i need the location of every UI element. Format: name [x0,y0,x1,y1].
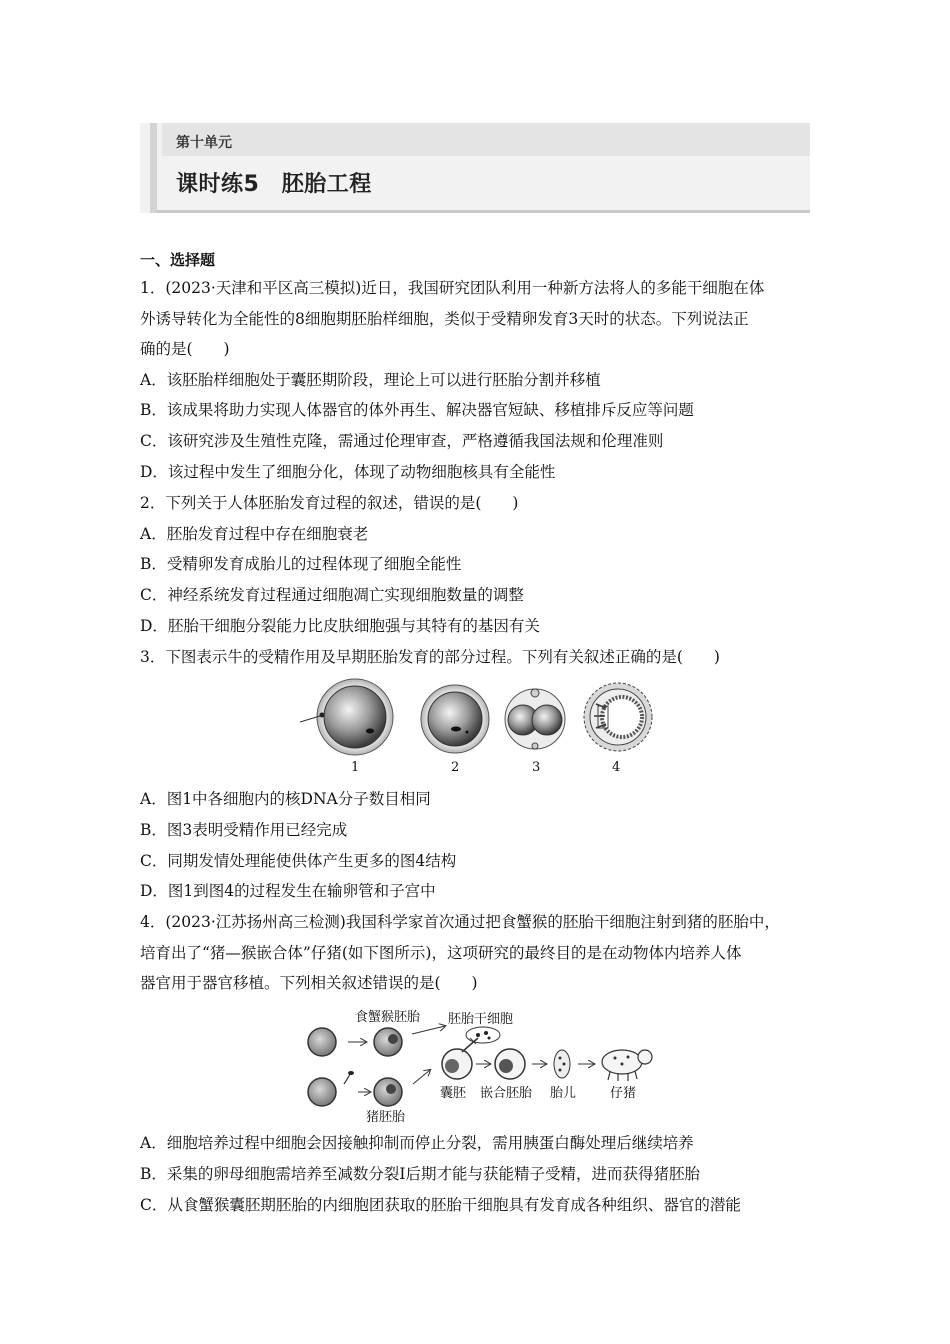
unit-label: 第十单元 [176,135,232,151]
fig1-caption-3: 3 [532,760,541,775]
q3-option-a: A．图1中各细胞内的核DNA分子数目相同 [140,790,431,808]
stage-4-blastocyst [584,683,652,751]
q3-option-c: C．同期发情处理能使供体产生更多的图4结构 [140,852,457,870]
stage-2-zygote [421,685,489,753]
q1-stem-line-3: 确的是( ) [140,340,230,358]
header-accent-bar [150,123,157,213]
fig1-caption-1: 1 [351,760,360,775]
q1-option-a: A．该胚胎样细胞处于囊胚期阶段，理论上可以进行胚胎分割并移植 [140,371,601,389]
label-piglet: 仔猪 [610,1086,637,1101]
label-monkey-embryo: 食蟹猴胚胎 [355,1010,421,1025]
q1-stem-line-2: 外诱导转化为全能性的8细胞期胚胎样细胞，类似于受精卵发育3天时的状态。下列说法正 [140,310,749,328]
q1-stem-line-1: 1．(2023·天津和平区高三模拟)近日，我国研究团队利用一种新方法将人的多能干细胞在体 [140,279,765,297]
label-chimera-embryo: 嵌合胚胎 [480,1086,533,1101]
section-heading: 一、选择题 [140,251,216,269]
unit-bar [162,123,810,156]
q2-option-b: B．受精卵发育成胎儿的过程体现了细胞全能性 [140,555,462,573]
q1-option-d: D．该过程中发生了细胞分化，体现了动物细胞核具有全能性 [140,463,556,481]
q1-option-b: B．该成果将助力实现人体器官的体外再生、解决器官短缺、移植排斥反应等问题 [140,401,694,419]
q3-stem: 3．下图表示牛的受精作用及早期胚胎发育的部分过程。下列有关叙述正确的是( ) [140,648,720,666]
q4-stem-line-3: 器官用于器官移植。下列相关叙述错误的是( ) [140,974,478,992]
stage-3-two-cell [505,689,565,749]
lesson-title: 课时练5 胚胎工程 [176,172,372,197]
label-blastocyst: 囊胚 [440,1086,467,1101]
q2-stem: 2．下列关于人体胚胎发育过程的叙述，错误的是( ) [140,494,519,512]
q2-option-a: A．胚胎发育过程中存在细胞衰老 [140,525,369,543]
q2-option-d: D．胚胎干细胞分裂能力比皮肤细胞强与其特有的基因有关 [140,617,540,635]
chapter-header [140,123,810,213]
q3-figure [290,676,660,778]
fig1-caption-2: 2 [451,760,460,775]
label-pig-embryo: 猪胚胎 [366,1110,406,1125]
q1-option-c: C．该研究涉及生殖性克隆，需通过伦理审查，严格遵循我国法规和伦理准则 [140,432,664,450]
q3-option-b: B．图3表明受精作用已经完成 [140,821,348,839]
q4-option-c: C．从食蟹猴囊胚期胚胎的内细胞团获取的胚胎干细胞具有发育成各种组织、器官的潜能 [140,1196,741,1214]
fig1-caption-4: 4 [612,760,621,775]
stage-1-oocyte [300,679,393,755]
q4-figure [300,1004,660,1126]
q2-option-c: C．神经系统发育过程通过细胞凋亡实现细胞数量的调整 [140,586,524,604]
q4-stem-line-1: 4．(2023·江苏扬州高三检测)我国科学家首次通过把食蟹猴的胚胎干细胞注射到猪的胚胎中， [140,913,780,931]
q4-stem-line-2: 培育出了“猪—猴嵌合体”仔猪(如下图所示)，这项研究的最终目的是在动物体内培养人体 [140,944,742,962]
q3-option-d: D．图1到图4的过程发生在输卵管和子宫中 [140,882,436,900]
label-fetus: 胎儿 [550,1086,577,1101]
header-underline [157,210,810,213]
q4-option-a: A．细胞培养过程中细胞会因接触抑制而停止分裂，需用胰蛋白酶处理后继续培养 [140,1134,694,1152]
label-esc: 胚胎干细胞 [448,1012,514,1027]
q4-option-b: B．采集的卵母细胞需培养至减数分裂Ⅰ后期才能与获能精子受精，进而获得猪胚胎 [140,1165,701,1183]
